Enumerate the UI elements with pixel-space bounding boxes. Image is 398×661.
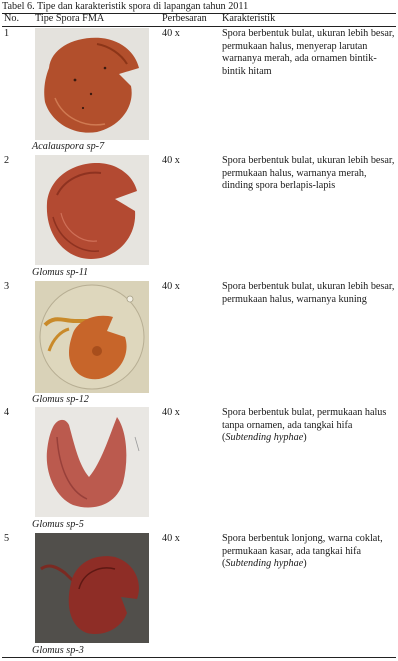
magnification: 40 x (162, 155, 180, 166)
row-number: 2 (4, 155, 10, 166)
header-characteristic: Karakteristik (222, 13, 276, 24)
row-number: 1 (4, 28, 10, 39)
description-text: Spora berbentuk bulat, permukaan halus tanpa ornamen, ada tangkai hifa (222, 407, 387, 431)
spore-type-name: Glomus sp-5 (32, 519, 84, 530)
row-number: 4 (4, 407, 10, 418)
table-bottom-rule (2, 657, 396, 658)
row-number: 3 (4, 281, 10, 292)
header-bottom-rule (2, 26, 396, 27)
description: Spora berbentuk lonjong, warna coklat, permukaan kasar, ada tangkai hifa (Subtending hyphae) (222, 533, 383, 570)
spore-photo (35, 155, 149, 265)
description: Spora berbentuk bulat, ukuran lebih besar, permukaan halus, warnanya kuning (222, 281, 395, 305)
spore-type-name: Glomus sp-12 (32, 394, 89, 405)
magnification: 40 x (162, 407, 180, 418)
spore-type-name: Acalauspora sp-7 (32, 141, 105, 152)
magnification: 40 x (162, 533, 180, 544)
description: Spora berbentuk bulat, ukuran lebih besar, permukaan halus, menyerap larutan warnanya merah, ada ornamen bintik-bintik hitam (222, 28, 395, 77)
spore-photo (35, 281, 149, 393)
description-italic-term: Subtending hyphae (225, 432, 304, 444)
row-number: 5 (4, 533, 10, 544)
header-type: Tipe Spora FMA (35, 13, 105, 24)
table-caption: Tabel 6. Tipe dan karakteristik spora di lapangan tahun 2011 (2, 1, 249, 12)
spore-photo (35, 407, 149, 517)
spore-photo (35, 533, 149, 643)
description: Spora berbentuk bulat, permukaan halus tanpa ornamen, ada tangkai hifa (Subtending hyphae) (222, 407, 387, 444)
description-italic-term: Subtending hyphae (225, 558, 304, 570)
spore-type-name: Glomus sp-3 (32, 645, 84, 656)
description-text: Spora berbentuk lonjong, warna coklat, permukaan kasar, ada tangkai hifa (222, 533, 383, 557)
magnification: 40 x (162, 281, 180, 292)
spore-photo (35, 28, 149, 140)
header-no: No. (4, 13, 19, 24)
magnification: 40 x (162, 28, 180, 39)
header-magnification: Perbesaran (162, 13, 207, 24)
spore-type-name: Glomus sp-11 (32, 267, 89, 278)
description: Spora berbentuk bulat, ukuran lebih besar, permukaan halus, warnanya merah, dinding spora berlapis-lapis (222, 155, 395, 192)
